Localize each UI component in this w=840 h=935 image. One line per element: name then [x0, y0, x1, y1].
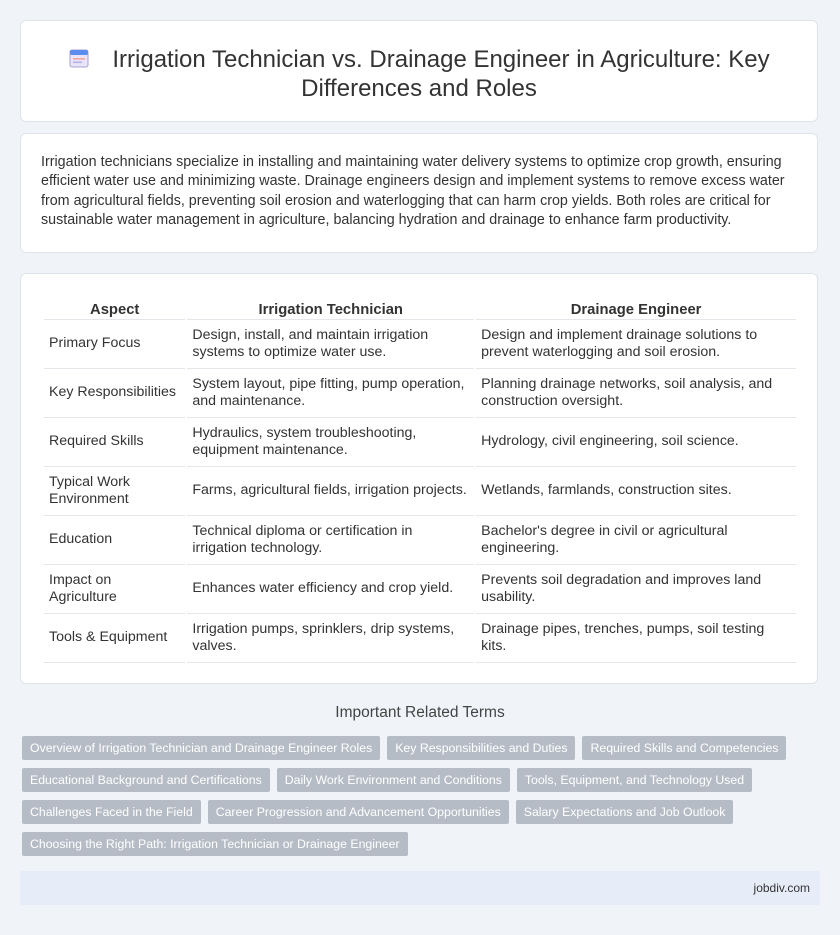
- table-header-row: [44, 296, 796, 320]
- row-irrigation-cell: Hydraulics, system troubleshooting, equipment maintenance.: [187, 418, 474, 467]
- header-irrigation-technician: Irrigation Technician: [187, 296, 474, 320]
- related-term-tag[interactable]: Daily Work Environment and Conditions: [277, 768, 510, 792]
- row-aspect: Primary Focus: [44, 320, 185, 369]
- row-drainage-cell: Wetlands, farmlands, construction sites.: [476, 467, 796, 516]
- row-aspect: Required Skills: [44, 418, 185, 467]
- table-row: [44, 369, 796, 418]
- table-row: [44, 614, 796, 663]
- row-aspect: Key Responsibilities: [44, 369, 185, 418]
- related-term-tag[interactable]: Choosing the Right Path: Irrigation Technician or Drainage Engineer: [22, 832, 408, 856]
- row-irrigation-cell: Farms, agricultural fields, irrigation projects.: [187, 467, 474, 516]
- footer: [20, 871, 820, 905]
- title-line-2: Differences and Roles: [301, 75, 537, 102]
- title-card: [20, 20, 818, 122]
- comparison-table: [42, 296, 798, 663]
- table-row: [44, 516, 796, 565]
- related-term-tag[interactable]: Challenges Faced in the Field: [22, 800, 201, 824]
- header-aspect: Aspect: [44, 296, 185, 320]
- table-row: [44, 418, 796, 467]
- row-drainage-cell: Prevents soil degradation and improves land usability.: [476, 565, 796, 614]
- row-aspect: Impact on Agriculture: [44, 565, 185, 614]
- intro-paragraph: Irrigation technicians specialize in installing and maintaining water delivery systems to optimize crop growth, ensuring efficient water use and minimizing waste. Drainage engineers design and implement systems to remove excess water from agricultural fields, preventing soil erosion and waterlogging that can harm crop yields. Both roles are critical for sustainable water management in agriculture, balancing hydration and drainage to enhance farm productivity.: [41, 154, 785, 228]
- related-terms-list: [22, 736, 802, 856]
- row-irrigation-cell: Irrigation pumps, sprinklers, drip systems, valves.: [187, 614, 474, 663]
- table-row: [44, 320, 796, 369]
- related-term-tag[interactable]: Career Progression and Advancement Opportunities: [208, 800, 509, 824]
- row-drainage-cell: Bachelor's degree in civil or agricultural engineering.: [476, 516, 796, 565]
- table-row: [44, 467, 796, 516]
- related-term-tag[interactable]: Educational Background and Certifications: [22, 768, 270, 792]
- footer-site-link[interactable]: jobdiv.com: [753, 881, 810, 895]
- row-drainage-cell: Hydrology, civil engineering, soil science.: [476, 418, 796, 467]
- row-irrigation-cell: System layout, pipe fitting, pump operation, and maintenance.: [187, 369, 474, 418]
- header-drainage-engineer: Drainage Engineer: [476, 296, 796, 320]
- row-drainage-cell: Design and implement drainage solutions to prevent waterlogging and soil erosion.: [476, 320, 796, 369]
- table-row: [44, 565, 796, 614]
- row-irrigation-cell: Design, install, and maintain irrigation systems to optimize water use.: [187, 320, 474, 369]
- intro-card: [20, 133, 818, 253]
- related-term-tag[interactable]: Overview of Irrigation Technician and Drainage Engineer Roles: [22, 736, 380, 760]
- row-aspect: Education: [44, 516, 185, 565]
- related-terms-heading: Important Related Terms: [335, 704, 505, 721]
- comparison-table-card: [20, 273, 818, 684]
- row-irrigation-cell: Enhances water efficiency and crop yield.: [187, 565, 474, 614]
- related-term-tag[interactable]: Salary Expectations and Job Outlook: [516, 800, 734, 824]
- row-aspect: Typical Work Environment: [44, 467, 185, 516]
- row-aspect: Tools & Equipment: [44, 614, 185, 663]
- row-irrigation-cell: Technical diploma or certification in irrigation technology.: [187, 516, 474, 565]
- row-drainage-cell: Planning drainage networks, soil analysis, and construction oversight.: [476, 369, 796, 418]
- related-term-tag[interactable]: Tools, Equipment, and Technology Used: [517, 768, 752, 792]
- related-term-tag[interactable]: Required Skills and Competencies: [582, 736, 786, 760]
- document-icon: [68, 47, 90, 69]
- page-title: [21, 45, 817, 103]
- related-term-tag[interactable]: Key Responsibilities and Duties: [387, 736, 575, 760]
- row-drainage-cell: Drainage pipes, trenches, pumps, soil testing kits.: [476, 614, 796, 663]
- title-line-1: Irrigation Technician vs. Drainage Engineer in Agriculture: Key: [112, 46, 770, 73]
